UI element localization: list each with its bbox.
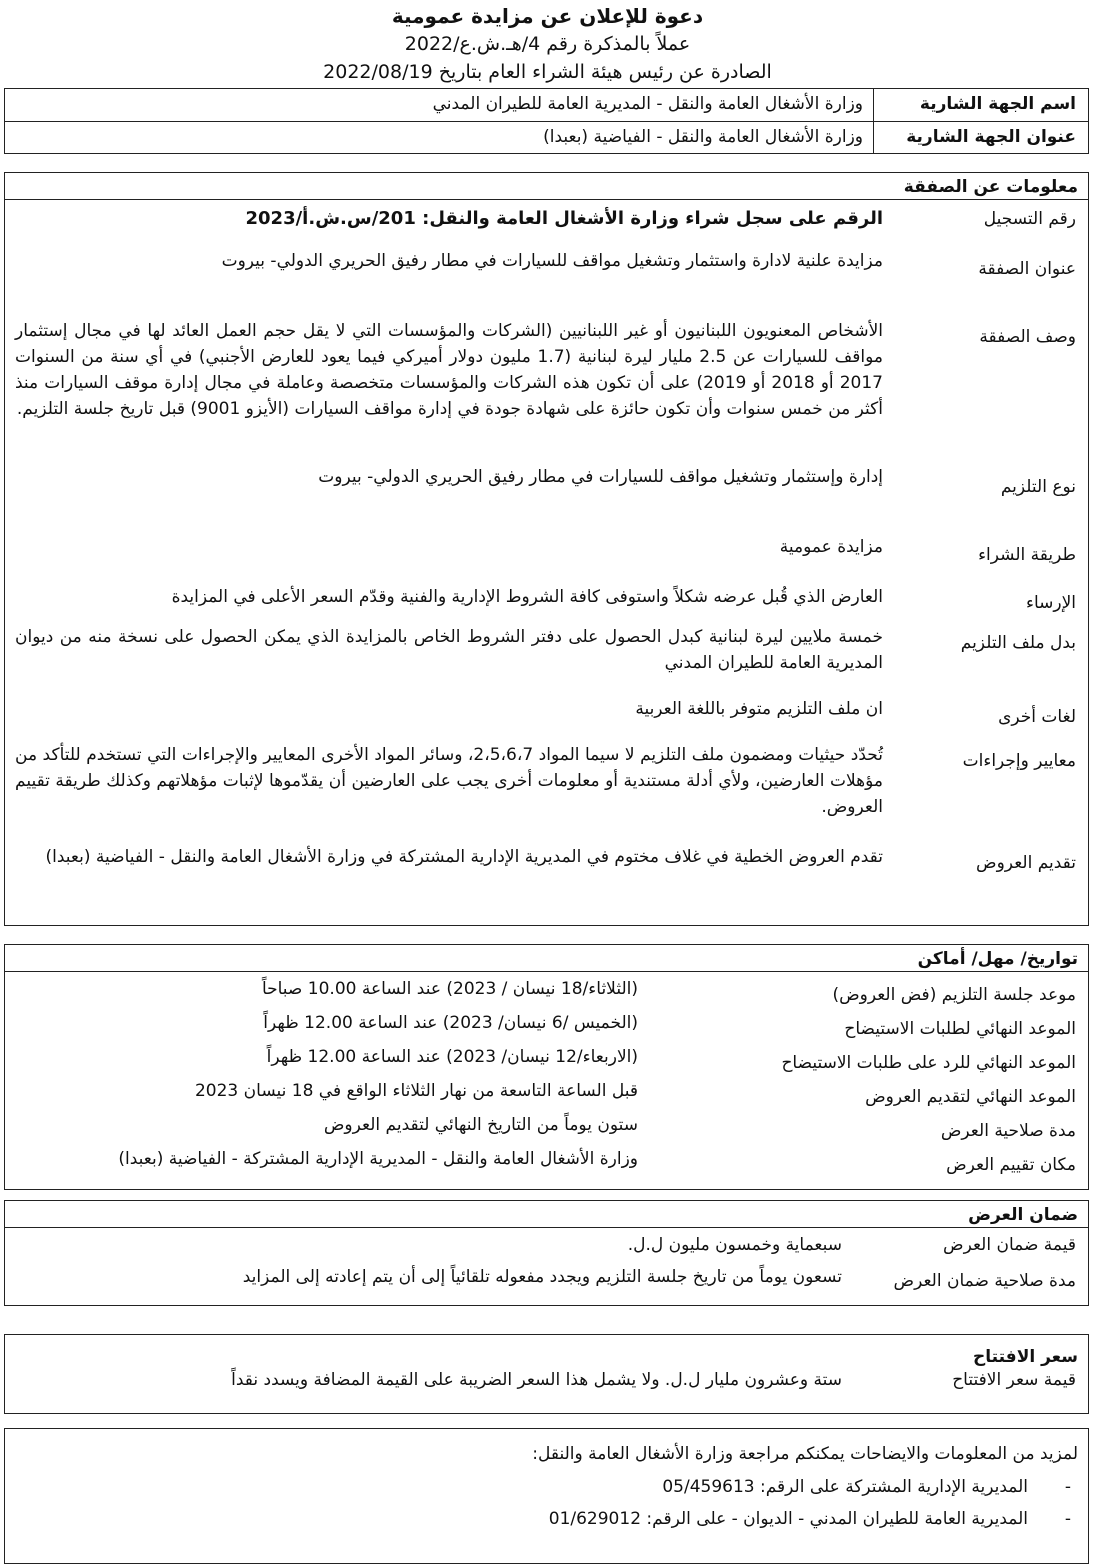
opening-price-value: ستة وعشرون مليار ل.ل. ولا يشمل هذا السعر الضريبة على القيمة المضافة ويسدد نقداً bbox=[231, 1370, 842, 1390]
guarantee-row-label: قيمة ضمان العرض bbox=[943, 1235, 1076, 1255]
document-title: دعوة للإعلان عن مزايدة عمومية bbox=[391, 4, 704, 28]
dates-row-label: مدة صلاحية العرض bbox=[940, 1121, 1076, 1141]
deal-row-value: مزايدة علنية لادارة واستثمار وتشغيل مواقف للسيارات في مطار رفيق الحريري الدولي- بيروت bbox=[221, 251, 883, 271]
dates-row bbox=[5, 1010, 1088, 1044]
dates-row bbox=[5, 1146, 1088, 1180]
contact-item-text: المديرية العامة للطيران المدني - الديوان - على الرقم: 01/629012 bbox=[548, 1509, 1028, 1529]
deal-row-label: رقم التسجيل bbox=[983, 209, 1076, 229]
guarantee-row bbox=[5, 1232, 1088, 1264]
header-memo-line: عملاً بالمذكرة رقم 4/هـ.ش.ع/2022 bbox=[404, 33, 691, 55]
deal-row-value: ان ملف التلزيم متوفر باللغة العربية bbox=[635, 699, 883, 719]
dates-row bbox=[5, 1112, 1088, 1146]
deal-row bbox=[5, 318, 1088, 462]
entity-box bbox=[4, 88, 1089, 154]
deal-row-value: إدارة وإستثمار وتشغيل مواقف للسيارات في مطار رفيق الحريري الدولي- بيروت bbox=[318, 467, 883, 487]
dates-row bbox=[5, 1078, 1088, 1112]
dates-row bbox=[5, 1044, 1088, 1078]
contact-item bbox=[5, 1471, 1088, 1503]
contact-box bbox=[4, 1428, 1089, 1564]
dates-row-label: مكان تقييم العرض bbox=[946, 1155, 1076, 1175]
deal-row-value: تقدم العروض الخطية في غلاف مختوم في المديرية الإدارية المشتركة في وزارة الأشغال العامة والنقل - الفياضية (بعبدا) bbox=[45, 847, 883, 867]
deal-row-value: خمسة ملايين ليرة لبنانية كبدل الحصول على دفتر الشروط الخاص بالمزايدة الذي يمكن الحصول على نسخة منه من ديوان المديرية العامة للطيران المدني bbox=[15, 627, 883, 673]
entity-name-value: وزارة الأشغال العامة والنقل - المديرية العامة للطيران المدني bbox=[432, 94, 863, 114]
deal-row-label: نوع التلزيم bbox=[1000, 477, 1076, 497]
deal-row-value: الرقم على سجل شراء وزارة الأشغال العامة والنقل: 201/س.ش.أ/2023 bbox=[245, 208, 883, 229]
deal-row bbox=[5, 844, 1088, 900]
guarantee-box bbox=[4, 1200, 1089, 1306]
guarantee-row-value: تسعون يوماً من تاريخ جلسة التلزيم ويجدد مفعوله تلقائياً إلى أن يتم إعادته إلى المزايد bbox=[242, 1267, 842, 1287]
opening-price-label: قيمة سعر الافتتاح bbox=[952, 1370, 1076, 1390]
bullet-dash: - bbox=[1064, 1509, 1072, 1529]
dates-row bbox=[5, 976, 1088, 1010]
dates-row-label: الموعد النهائي لطلبات الاستيضاح bbox=[844, 1019, 1076, 1039]
entity-name-row bbox=[5, 89, 1088, 122]
deal-row-value: مزايدة عمومية bbox=[779, 537, 883, 557]
deal-row-label: معايير وإجراءات bbox=[962, 751, 1076, 771]
guarantee-row-value: سبعماية وخمسون مليون ل.ل. bbox=[627, 1235, 842, 1255]
dates-row-label: الموعد النهائي للرد على طلبات الاستيضاح bbox=[781, 1053, 1076, 1073]
dates-row-value: قبل الساعة التاسعة من نهار الثلاثاء الواقع في 18 نيسان 2023 bbox=[194, 1081, 638, 1101]
deal-info-title: معلومات عن الصفقة bbox=[5, 173, 1088, 200]
deal-row bbox=[5, 464, 1088, 520]
bullet-dash: - bbox=[1064, 1477, 1072, 1497]
deal-row-label: لغات أخرى bbox=[998, 707, 1076, 727]
deal-row bbox=[5, 206, 1088, 236]
deal-row-label: تقديم العروض bbox=[976, 853, 1076, 873]
dates-row-value: (الاربعاء/12 نيسان/ 2023) عند الساعة 12.00 ظهراً bbox=[266, 1047, 638, 1067]
deal-row-label: الإرساء bbox=[1025, 593, 1076, 613]
deal-row bbox=[5, 248, 1088, 288]
dates-row-value: وزارة الأشغال العامة والنقل - المديرية الإدارية المشتركة - الفياضية (بعبدا) bbox=[118, 1149, 638, 1169]
dates-box bbox=[4, 944, 1089, 1190]
dates-title: تواريخ/ مهل/ أماكن bbox=[5, 945, 1088, 972]
entity-address-label: عنوان الجهة الشارية bbox=[873, 122, 1088, 154]
deal-info-box bbox=[4, 172, 1089, 926]
deal-row-label: وصف الصفقة bbox=[979, 327, 1076, 347]
opening-price-title: سعر الافتتاح bbox=[973, 1347, 1078, 1367]
guarantee-row bbox=[5, 1264, 1088, 1296]
deal-row bbox=[5, 696, 1088, 736]
dates-row-value: (الثلاثاء/18 نيسان / 2023) عند الساعة 10.00 صباحاً bbox=[261, 979, 638, 999]
deal-row bbox=[5, 742, 1088, 838]
guarantee-row-label: مدة صلاحية ضمان العرض bbox=[893, 1271, 1076, 1291]
contact-item-text: المديرية الإدارية المشتركة على الرقم: 05/459613 bbox=[662, 1477, 1028, 1497]
opening-price-row bbox=[5, 1367, 1088, 1397]
dates-row-label: موعد جلسة التلزيم (فض العروض) bbox=[832, 985, 1076, 1005]
document-header bbox=[0, 2, 1095, 86]
entity-address-value: وزارة الأشغال العامة والنقل - الفياضية (بعبدا) bbox=[543, 127, 863, 147]
deal-row-value: الأشخاص المعنويون اللبنانيون أو غير اللبنانيين (الشركات والمؤسسات التي لا يقل حجم العمل العائد لها في مجال إستثمار مواقف للسيارات عن 2.5 مليار ليرة لبنانية (1.7 مليون دولار أميركي فيما يعود للعارض الأجنبي) في أي سنة من السنوات 2017 أو 2018 أو 2019) على أن تكون هذه الشركات والمؤسسات متخصصة وعاملة في مجال إدارة موقف السيارات منذ أكثر من خمس سنوات وأن تكون حائزة على شهادة جودة في إدارة مواقف السيارات (الأيزو 9001) قبل تاريخ جلسة التلزيم. bbox=[15, 321, 883, 419]
dates-row-value: ستون يوماً من التاريخ النهائي لتقديم العروض bbox=[323, 1115, 638, 1135]
dates-row-label: الموعد النهائي لتقديم العروض bbox=[865, 1087, 1076, 1107]
entity-name-label: اسم الجهة الشارية bbox=[873, 89, 1088, 121]
deal-row-value: تُحدّد حيثيات ومضمون ملف التلزيم لا سيما المواد 2،5،6،7، وسائر المواد الأخرى المعايير والإجراءات التي تستخدم للتأكد من مؤهلات العارضين، ولأي أدلة مستندية أو معلومات أخرى يجب على العارضين أن يقدّموها لإثبات مؤهلاتهم وكذلك طريقة تقييم العروض. bbox=[15, 745, 883, 817]
deal-row-label: عنوان الصفقة bbox=[978, 259, 1076, 279]
deal-row-label: بدل ملف التلزيم bbox=[960, 633, 1076, 653]
guarantee-title: ضمان العرض bbox=[5, 1201, 1088, 1228]
header-issuer-line: الصادرة عن رئيس هيئة الشراء العام بتاريخ 2022/08/19 bbox=[323, 61, 772, 83]
contact-intro: لمزيد من المعلومات والايضاحات يمكنكم مراجعة وزارة الأشغال العامة والنقل: bbox=[532, 1444, 1078, 1464]
opening-price-box bbox=[4, 1334, 1089, 1414]
deal-row bbox=[5, 584, 1088, 624]
deal-row-label: طريقة الشراء bbox=[978, 545, 1076, 565]
contact-item bbox=[5, 1503, 1088, 1535]
deal-row-value: العارض الذي قُبل عرضه شكلاً واستوفى كافة الشروط الإدارية والفنية وقدّم السعر الأعلى في المزايدة bbox=[171, 587, 883, 607]
entity-address-row bbox=[5, 122, 1088, 154]
deal-row bbox=[5, 624, 1088, 690]
dates-row-value: (الخميس /6 نيسان/ 2023) عند الساعة 12.00 ظهراً bbox=[263, 1013, 638, 1033]
deal-row bbox=[5, 534, 1088, 578]
